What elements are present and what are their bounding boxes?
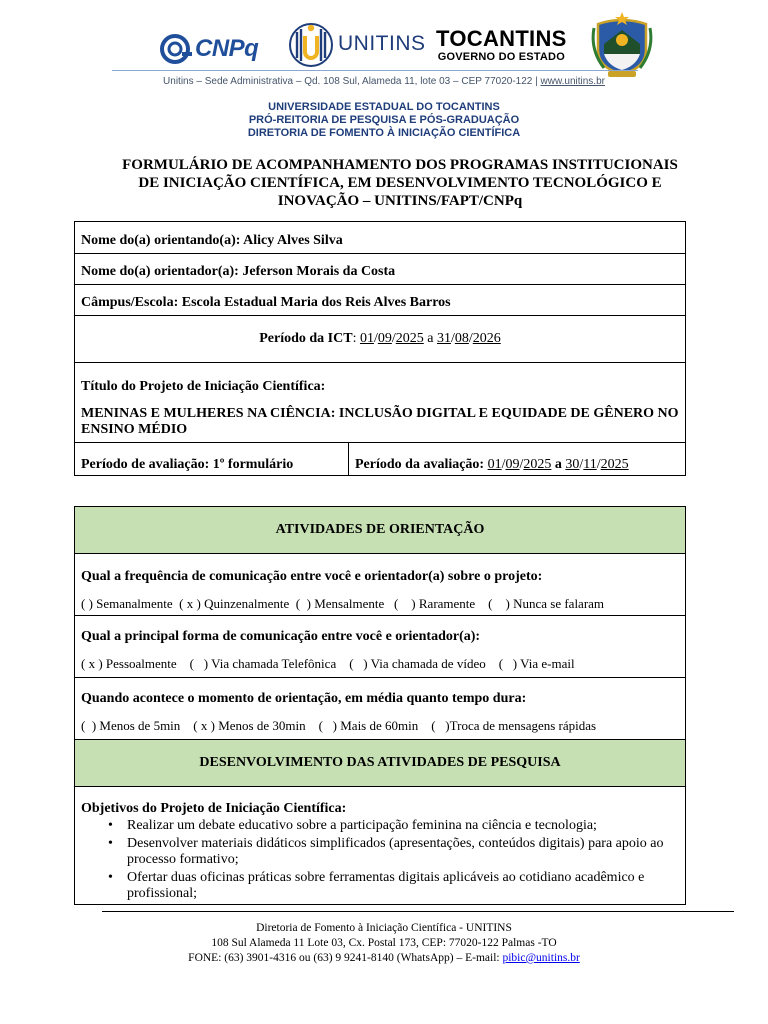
website-link[interactable]: www.unitins.br xyxy=(540,76,605,87)
tocantins-logo xyxy=(436,27,567,63)
tocantins-wordmark: TOCANTINS xyxy=(436,26,567,51)
question-text: Qual a principal forma de comunicação entre você e orientador(a): xyxy=(81,629,481,644)
project-title-label: Título do Projeto de Iniciação Científica: xyxy=(81,379,326,394)
question-options: ( ) Semanalmente ( x ) Quinzenalmente ( ) Mensalmente ( ) Raramente ( ) Nunca se falaram xyxy=(81,596,605,611)
avaliacao-form-number: Período de avaliação: 1º formulário xyxy=(81,457,294,472)
periodo-ict-field: Período da ICT: 01/09/2025 a 31/08/2026 xyxy=(259,331,501,346)
question-communication-form xyxy=(75,616,685,678)
footer-line: 108 Sul Alameda 11 Lote 03, Cx. Postal 173, CEP: 77020-122 Palmas -TO xyxy=(211,937,557,949)
tocantins-coat-of-arms-icon xyxy=(590,10,654,78)
avaliacao-period-cell xyxy=(349,443,685,475)
unitins-emblem-icon xyxy=(288,18,334,70)
institution-line: DIRETORIA DE FOMENTO À INICIAÇÃO CIENTÍFICA xyxy=(247,127,521,139)
objectives-block xyxy=(75,787,685,902)
form-title xyxy=(90,156,710,210)
header-address: Unitins – Sede Administrativa – Qd. 108 Sul, Alameda 11, lote 03 – CEP 77020-122 | www.unitins.br xyxy=(163,76,605,87)
institution-block xyxy=(0,101,768,140)
question-text: Qual a frequência de comunicação entre você e orientador(a) sobre o projeto: xyxy=(81,569,543,584)
tocantins-subtitle: GOVERNO DO ESTADO xyxy=(437,51,565,63)
campus-field: Câmpus/Escola: Escola Estadual Maria dos Reis Alves Barros xyxy=(81,295,451,310)
periodo-ict-row xyxy=(75,316,685,363)
form-title-line: DE INICIAÇÃO CIENTÍFICA, EM DESENVOLVIMENTO TECNOLÓGICO E xyxy=(138,175,662,191)
project-title-row xyxy=(75,363,685,443)
footer-line: FONE: (63) 3901-4316 ou (63) 9 9241-8140 (WhatsApp) – E-mail: pibic@unitins.br xyxy=(188,952,580,964)
form-title-line: INOVAÇÃO – UNITINS/FAPT/CNPq xyxy=(277,193,523,209)
orientando-field: Nome do(a) orientando(a): Alicy Alves Silva xyxy=(81,233,343,248)
objectives-list xyxy=(81,818,679,902)
objective-item: • Realizar um debate educativo sobre a participação feminina na ciência e tecnologia; xyxy=(81,818,679,834)
avaliacao-row xyxy=(75,443,685,475)
avaliacao-period-field: Período da avaliação: 01/09/2025 a 30/11/2025 xyxy=(355,457,629,472)
section-header-pesquisa: DESENVOLVIMENTO DAS ATIVIDADES DE PESQUISA xyxy=(75,740,685,787)
activities-table xyxy=(74,506,686,905)
form-title-line: FORMULÁRIO DE ACOMPANHAMENTO DOS PROGRAMAS INSTITUCIONAIS xyxy=(122,157,678,173)
project-title-value: MENINAS E MULHERES NA CIÊNCIA: INCLUSÃO DIGITAL E EQUIDADE DE GÊNERO NO ENSINO MÉDIO xyxy=(81,406,679,437)
cnpq-wordmark: CNPq xyxy=(195,35,259,62)
institution-line: UNIVERSIDADE ESTADUAL DO TOCANTINS xyxy=(268,101,500,113)
orientando-row xyxy=(75,222,685,254)
objective-item: • Ofertar duas oficinas práticas sobre ferramentas digitais aplicáveis ao cotidiano acadêmico e profissional; xyxy=(81,870,679,902)
orientador-row xyxy=(75,254,685,285)
footer-divider xyxy=(102,911,734,912)
avaliacao-form-cell xyxy=(75,443,349,475)
question-options: ( x ) Pessoalmente ( ) Via chamada Telefônica ( ) Via chamada de vídeo ( ) Via e-mail xyxy=(81,656,575,671)
institution-line: PRÓ-REITORIA DE PESQUISA E PÓS-GRADUAÇÃO xyxy=(248,114,520,126)
footer xyxy=(0,921,768,966)
question-text: Quando acontece o momento de orientação, em média quanto tempo dura: xyxy=(81,691,527,706)
email-link[interactable]: pibic@unitins.br xyxy=(502,952,580,964)
campus-row xyxy=(75,285,685,316)
question-duration xyxy=(75,678,685,740)
header-divider xyxy=(112,70,638,71)
question-options: ( ) Menos de 5min ( x ) Menos de 30min ( ) Mais de 60min ( )Troca de mensagens rápidas xyxy=(81,718,597,733)
objective-item: • Desenvolver materiais didáticos simplificados (apresentações, conteúdos digitais) para apoio ao processo formativo; xyxy=(81,836,679,868)
student-info-table xyxy=(74,221,686,476)
unitins-wordmark: UNITINS xyxy=(338,32,426,55)
orientador-field: Nome do(a) orientador(a): Jeferson Morais da Costa xyxy=(81,264,396,279)
unitins-logo xyxy=(288,18,426,70)
objectives-label: Objetivos do Projeto de Iniciação Científica: xyxy=(81,801,347,816)
footer-line: Diretoria de Fomento à Iniciação Científica - UNITINS xyxy=(256,922,512,934)
cnpq-logo xyxy=(160,32,258,66)
cnpq-emblem-icon xyxy=(160,32,194,66)
section-header-orientacao: ATIVIDADES DE ORIENTAÇÃO xyxy=(75,507,685,554)
header-logos xyxy=(150,8,660,78)
question-frequency xyxy=(75,554,685,616)
